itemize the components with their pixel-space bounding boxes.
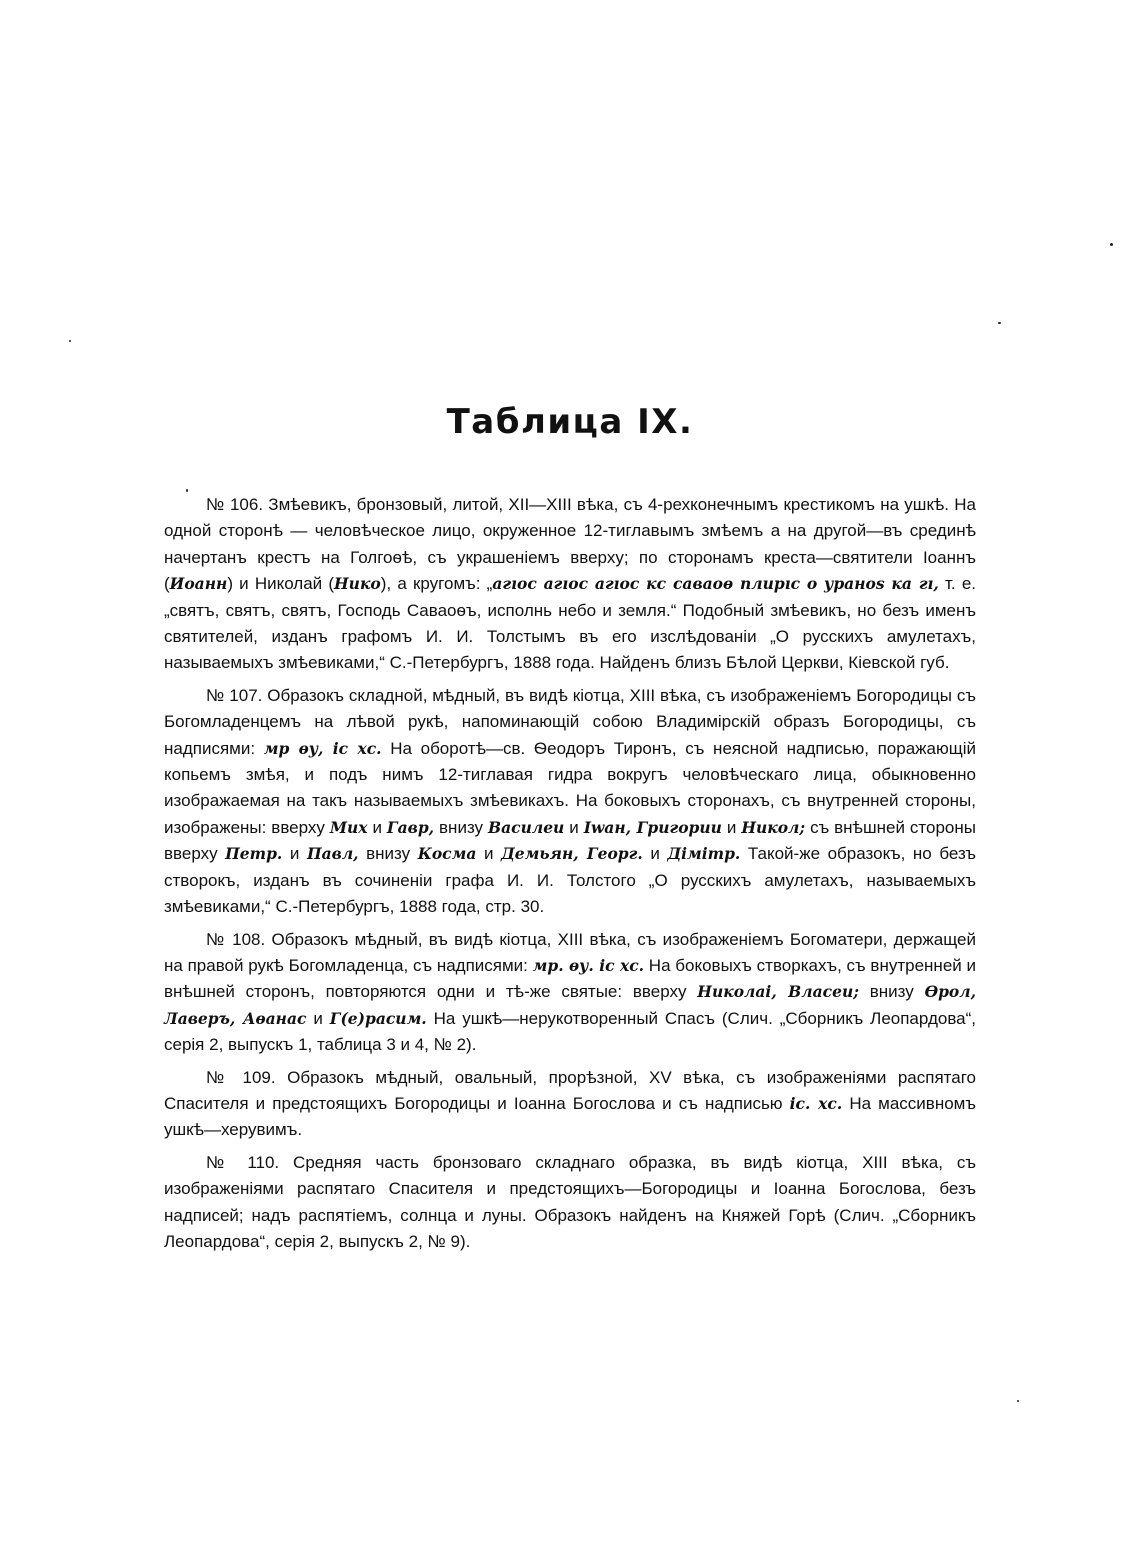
slavonic-inscription: Ѳрол, Лаверъ, Аѳанас	[164, 982, 977, 1028]
entry-text: т. е. „святъ, святъ, святъ, Господь Саваоѳъ, исполнь небо и земля.“ Подобный змѣевикъ, но безъ именъ святителей, изданъ графомъ И. И. Толстымъ въ его изслѣдованіи „О русскихъ амулетахъ, называемыхъ змѣевиками,“ С.-Петербургъ, 1888 года. Найденъ близъ Бѣлой Церкви, Кіевской губ.	[164, 574, 976, 673]
entry-text: внизу	[434, 817, 488, 837]
catalog-entries	[164, 492, 976, 1261]
scan-speck	[69, 340, 71, 342]
entry-text: На массивномъ ушкѣ—херувимъ.	[164, 1093, 976, 1140]
slavonic-inscription: Петр.	[225, 844, 283, 864]
entry-109	[164, 1065, 976, 1144]
entry-text: внизу	[858, 982, 925, 1002]
slavonic-inscription: Иоанн	[169, 574, 228, 594]
slavonic-inscription: Мих	[329, 817, 368, 837]
slavonic-inscription: Николаі, Власеи;	[697, 982, 859, 1002]
entry-108	[164, 927, 976, 1059]
page-title: Таблица IX.	[446, 402, 694, 442]
entry-text: ), а кругомъ: „	[380, 574, 493, 594]
entry-text: и	[367, 817, 387, 837]
slavonic-inscription: Іwан, Григории	[583, 817, 722, 837]
entry-text: На боковыхъ створкахъ, съ внутренней и внѣшней сторонъ, повторяются одни и тѣ-же святые: вверху	[164, 955, 977, 1002]
slavonic-inscription: Дімітр.	[667, 844, 741, 864]
slavonic-inscription: Никол;	[741, 817, 806, 837]
slavonic-inscription: Нико	[334, 574, 381, 594]
entry-text: внизу	[358, 844, 418, 864]
slavonic-inscription: Павл,	[306, 844, 359, 864]
entry-text: ) и Николай (	[227, 574, 335, 594]
entry-107	[164, 683, 976, 921]
entry-text: На ушкѣ—нерукотворенный Спасъ (Слич. „Сборникъ Леопардова“, серія 2, выпускъ 1, таблица 3 и 4, № 2).	[164, 1008, 977, 1055]
entry-text: и	[564, 817, 584, 837]
scan-speck	[1110, 243, 1113, 246]
entry-text: Такой-же образокъ, но безъ створокъ, изданъ въ сочиненіи графа И. И. Толстого „О русскихъ амулетахъ, называемыхъ змѣевиками,“ С.-Петербургъ, 1888 года, стр. 30.	[164, 844, 976, 917]
slavonic-inscription: Василеи	[488, 817, 565, 837]
entry-text: и	[642, 844, 668, 864]
entry-text: На оборотѣ—св. Ѳеодоръ Тиронъ, съ неясной надписью, поражающій копьемъ змѣя, и подъ нимъ 12-тиглавая гидра вокругъ человѣческаго лица, обыкновенно изображаемая на такъ называемыхъ змѣевикахъ. На боковыхъ сторонахъ, съ внутренней стороны, изображены: вверху	[164, 738, 976, 837]
slavonic-inscription: іс. хс.	[789, 1093, 843, 1113]
entry-text: и	[721, 817, 742, 837]
scan-speck	[998, 322, 1001, 324]
entry-text: съ внѣшней стороны вверху	[164, 817, 976, 864]
entry-text: № 106. Змѣевикъ, бронзовый, литой, XII—XIII вѣка, съ 4-рехконечнымъ крестикомъ на ушкѣ. На одной сторонѣ — человѣческое лицо, окруженное 12-тиглавымъ змѣемъ а на другой—въ срединѣ начертанъ крестъ на Голгоѳѣ, съ украшеніемъ вверху; по сторонамъ креста—святители Іоаннъ (	[164, 495, 976, 594]
entry-text: № 108. Образокъ мѣдный, въ видѣ кіотца, XIII вѣка, съ изображеніемъ Богоматери, держащей на правой рукѣ Богомладенца, съ надписями:	[164, 929, 976, 975]
slavonic-inscription: агıос агıос агıос кс саваоѳ плирıс о ураноѕ ка гı,	[492, 574, 939, 594]
entry-text: № 109. Образокъ мѣдный, овальный, прорѣзной, XV вѣка, съ изображеніями распятаго Спасителя и предстоящихъ Богородицы и Іоанна Богослова и съ надписью	[164, 1067, 976, 1113]
slavonic-inscription: Гавр,	[386, 817, 435, 837]
entry-106	[164, 492, 976, 677]
slavonic-inscription: Г(е)расим.	[329, 1008, 427, 1028]
slavonic-inscription: мр ѳу, іс хс.	[263, 738, 382, 758]
entry-text: № 107. Образокъ складной, мѣдный, въ видѣ кіотца, XIII вѣка, съ изображеніемъ Богородицы съ Богомладенцемъ на лѣвой рукѣ, напоминающій собою Владимірскій образъ Богородицы, съ надписями:	[164, 685, 976, 758]
slavonic-inscription: мр. ѳу. іс хс.	[532, 955, 645, 975]
entry-110	[164, 1150, 976, 1256]
slavonic-inscription: Демьян, Георг.	[501, 844, 643, 864]
scan-speck	[1017, 1400, 1019, 1402]
entry-text: и	[476, 844, 502, 864]
entry-text: № 110. Средняя часть бронзоваго складнаго образка, въ видѣ кіотца, XIII вѣка, съ изображеніями распятаго Спасителя и предстоящихъ—Богородицы и Іоанна Богослова, безъ надписей; надъ распятіемъ, солнца и луны. Образокъ найденъ на Княжей Горѣ (Слич. „Сборникъ Леопардова“, серія 2, выпускъ 2, № 9).	[164, 1152, 976, 1251]
slavonic-inscription: Косма	[417, 844, 477, 864]
entry-text: и	[282, 844, 307, 864]
entry-text: и	[306, 1008, 330, 1028]
